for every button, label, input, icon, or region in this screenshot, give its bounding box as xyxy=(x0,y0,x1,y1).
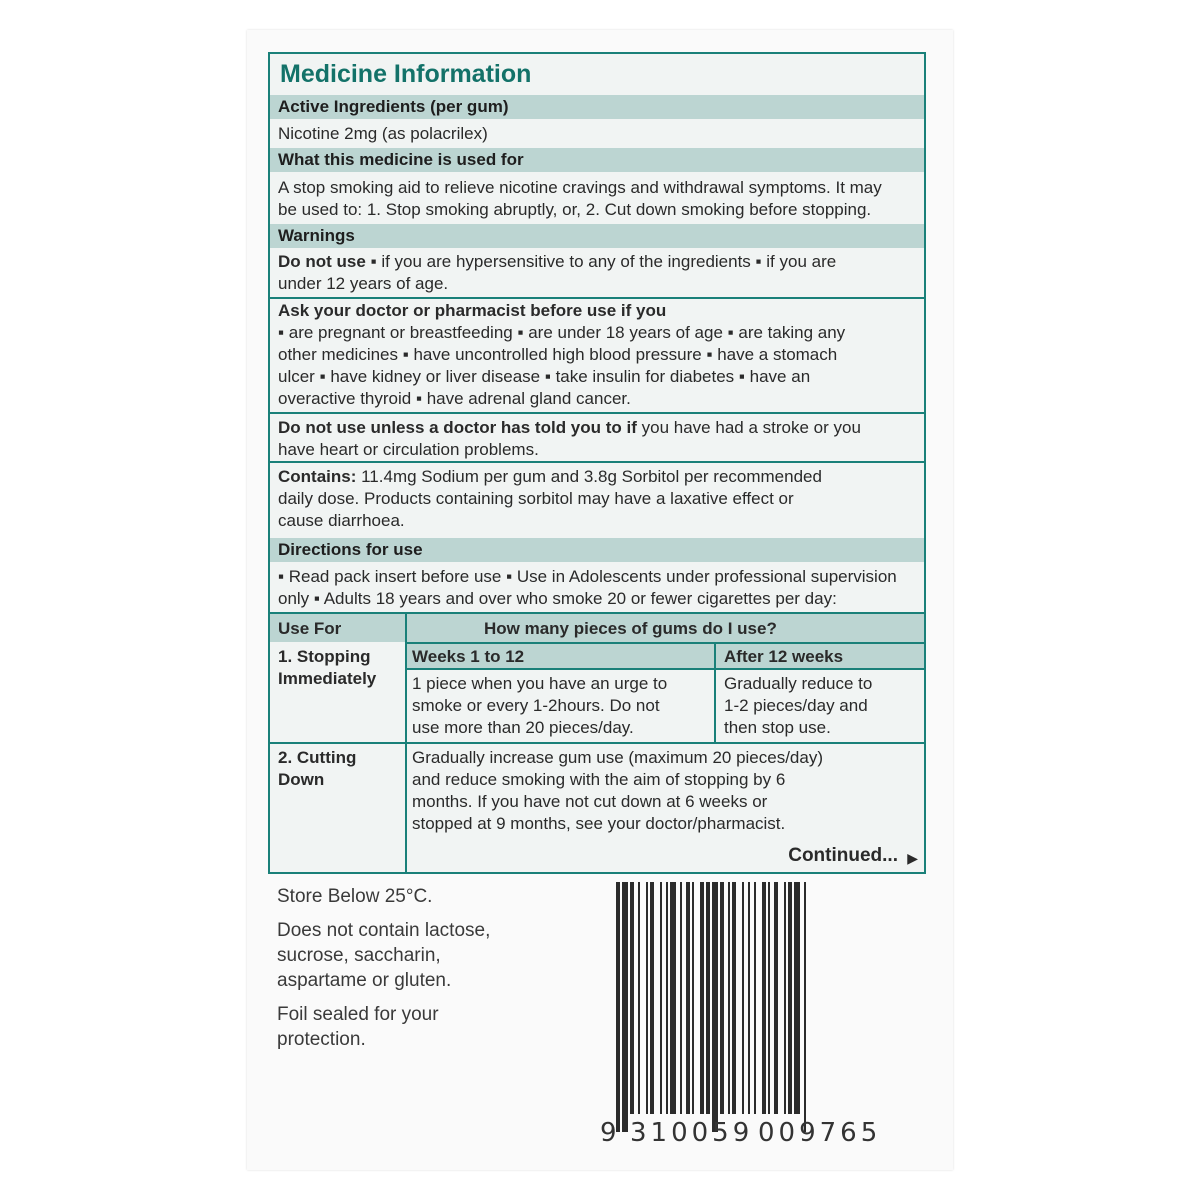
barcode-bar xyxy=(660,882,662,1114)
used-for-line-1: A stop smoking aid to relieve nicotine cravings and withdrawal symptoms. It may xyxy=(278,178,882,197)
do-not-use-label: Do not use xyxy=(278,252,366,271)
barcode-bar xyxy=(774,882,778,1114)
do-not-use-text: ▪ if you are hypersensitive to any of the ingredients ▪ if you are xyxy=(365,252,837,271)
barcode-bar xyxy=(686,882,690,1114)
row1-label-line-1: 1. Stopping xyxy=(278,647,371,666)
medicine-information-panel xyxy=(268,52,926,874)
barcode-digit-first: 9 xyxy=(600,1118,617,1148)
barcode-bar xyxy=(768,882,770,1114)
barcode-bar xyxy=(706,882,710,1114)
barcode-bar xyxy=(732,882,736,1114)
barcode-bar xyxy=(748,882,750,1114)
barcode-bar xyxy=(754,882,756,1114)
contains-line-1 xyxy=(278,466,916,488)
do-not-use-unless-line-1 xyxy=(278,417,916,439)
barcode xyxy=(598,882,898,1152)
ask-doctor-line-2: other medicines ▪ have uncontrolled high blood pressure ▪ have a stomach xyxy=(278,345,838,364)
barcode-bar xyxy=(616,882,620,1132)
barcode-digits-right: 009765 xyxy=(758,1118,882,1148)
contents-line-3: aspartame or gluten. xyxy=(277,970,452,991)
after-line-3: then stop use. xyxy=(724,718,831,737)
weeks-line-1: 1 piece when you have an urge to xyxy=(412,674,668,693)
barcode-bar xyxy=(720,882,724,1114)
ask-doctor-line-3: ulcer ▪ have kidney or liver disease ▪ take insulin for diabetes ▪ have an xyxy=(278,367,811,386)
col-use-for: Use For xyxy=(278,619,342,638)
foil-line-1: Foil sealed for your xyxy=(277,1004,439,1025)
directions-line-2: only ▪ Adults 18 years and over who smoke 20 or fewer cigarettes per day: xyxy=(278,589,837,608)
barcode-bar xyxy=(700,882,704,1114)
row2-line-1: Gradually increase gum use (maximum 20 pieces/day) xyxy=(412,748,824,767)
barcode-bar xyxy=(712,882,718,1132)
directions-header: Directions for use xyxy=(270,538,924,562)
barcode-bar xyxy=(666,882,668,1114)
active-ingredients-text: Nicotine 2mg (as polacrilex) xyxy=(278,124,488,143)
storage-text: Store Below 25°C. xyxy=(277,886,433,907)
do-not-use-unless-label: Do not use unless a doctor has told you to if xyxy=(278,418,637,437)
ask-doctor-label: Ask your doctor or pharmacist before use if you xyxy=(278,301,667,320)
ask-doctor-line-4: overactive thyroid ▪ have adrenal gland cancer. xyxy=(278,389,631,408)
divider xyxy=(270,297,924,299)
do-not-use-line-1 xyxy=(278,251,916,273)
continued-arrow-icon: ▶ xyxy=(907,850,918,866)
weeks-1-12-header: Weeks 1 to 12 xyxy=(412,647,525,666)
contents-line-1: Does not contain lactose, xyxy=(277,920,491,941)
after-12-weeks-header: After 12 weeks xyxy=(724,647,844,666)
barcode-bar xyxy=(804,882,806,1132)
barcode-bar xyxy=(742,882,744,1114)
continued-label: Continued... xyxy=(788,845,898,866)
barcode-bar xyxy=(762,882,766,1114)
divider xyxy=(270,461,924,463)
foil-line-2: protection. xyxy=(277,1029,366,1050)
ask-doctor-heading xyxy=(278,300,916,322)
used-for-line-2: be used to: 1. Stop smoking abruptly, or, 2. Cut down smoking before stopping. xyxy=(278,200,872,219)
barcode-bar xyxy=(646,882,648,1114)
divider xyxy=(270,412,924,414)
contains-label: Contains: xyxy=(278,467,357,486)
after-line-1: Gradually reduce to xyxy=(724,674,873,693)
col-how-many: How many pieces of gums do I use? xyxy=(484,619,777,638)
warnings-header: Warnings xyxy=(270,224,924,248)
barcode-bar xyxy=(650,882,654,1114)
do-not-use-line-2: under 12 years of age. xyxy=(278,274,449,293)
row2-line-4: stopped at 9 months, see your doctor/pharmacist. xyxy=(412,814,786,833)
contains-line-3: cause diarrhoea. xyxy=(278,511,405,530)
directions-line-1: ▪ Read pack insert before use ▪ Use in Adolescents under professional supervision xyxy=(278,567,897,586)
do-not-use-unless-text: you have had a stroke or you xyxy=(636,418,861,437)
barcode-bar xyxy=(622,882,628,1132)
contains-text: 11.4mg Sodium per gum and 3.8g Sorbitol per recommended xyxy=(356,467,822,486)
row2-line-3: months. If you have not cut down at 6 weeks or xyxy=(412,792,768,811)
after-line-2: 1-2 pieces/day and xyxy=(724,696,868,715)
barcode-bar xyxy=(788,882,792,1114)
barcode-bar xyxy=(692,882,694,1114)
weeks-line-3: use more than 20 pieces/day. xyxy=(412,718,634,737)
barcode-bar xyxy=(670,882,676,1114)
panel-title: Medicine Information xyxy=(280,60,532,88)
table-rule xyxy=(270,742,924,744)
contains-line-2: daily dose. Products containing sorbitol may have a laxative effect or xyxy=(278,489,794,508)
barcode-bar xyxy=(680,882,682,1114)
barcode-bar xyxy=(728,882,730,1114)
barcode-bars xyxy=(598,882,898,1152)
row1-label-line-2: Immediately xyxy=(278,669,377,688)
active-ingredients-header: Active Ingredients (per gum) xyxy=(270,95,924,119)
barcode-digits-left: 310059 xyxy=(630,1118,754,1148)
barcode-bar xyxy=(630,882,634,1114)
weeks-line-2: smoke or every 1-2hours. Do not xyxy=(412,696,660,715)
barcode-bar xyxy=(784,882,786,1114)
do-not-use-unless-line-2: have heart or circulation problems. xyxy=(278,440,539,459)
row2-label-line-1: 2. Cutting xyxy=(278,748,357,767)
contents-line-2: sucrose, saccharin, xyxy=(277,945,441,966)
row2-label-line-2: Down xyxy=(278,770,325,789)
table-rule xyxy=(405,668,924,670)
table-vertical-rule xyxy=(714,642,716,742)
row2-line-2: and reduce smoking with the aim of stopping by 6 xyxy=(412,770,786,789)
ask-doctor-line-1: ▪ are pregnant or breastfeeding ▪ are under 18 years of age ▪ are taking any xyxy=(278,323,846,342)
used-for-header: What this medicine is used for xyxy=(270,148,924,172)
barcode-bar xyxy=(638,882,640,1114)
barcode-bar xyxy=(794,882,800,1114)
